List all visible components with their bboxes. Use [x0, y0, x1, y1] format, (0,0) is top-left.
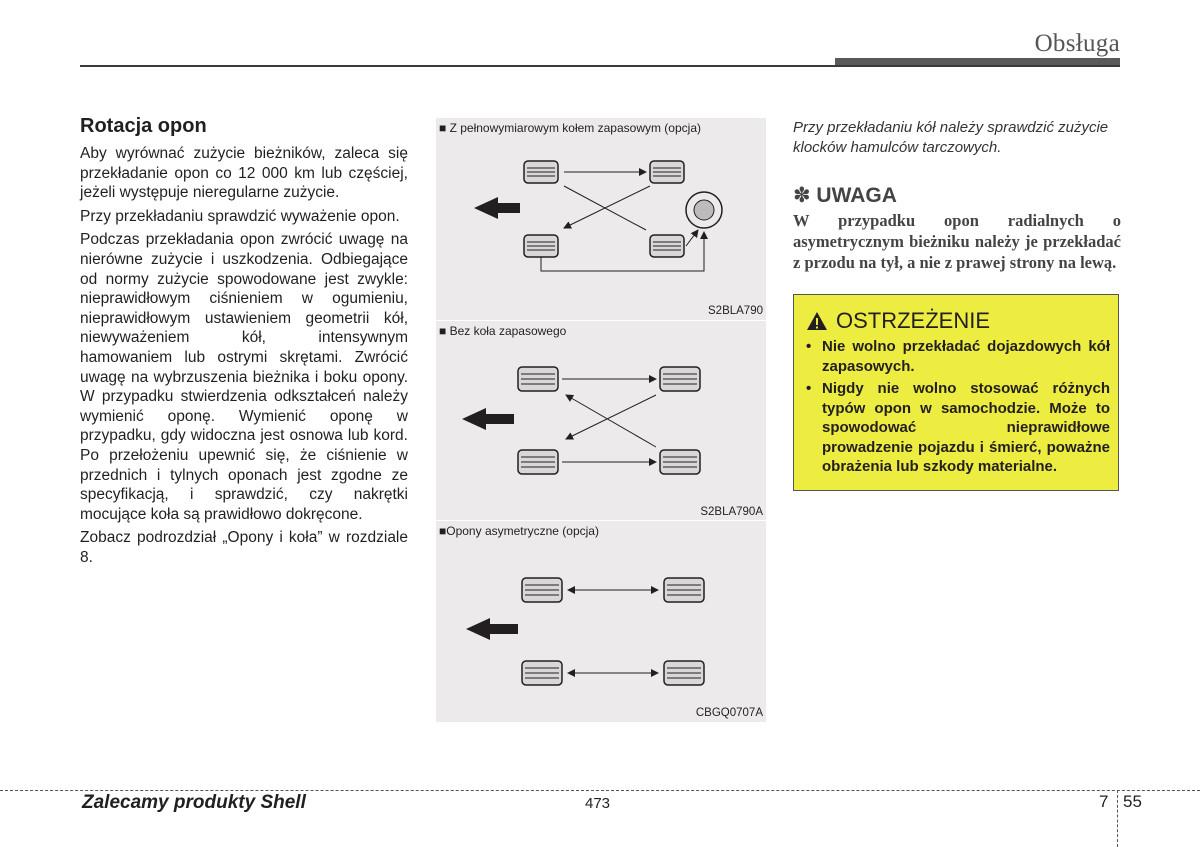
uwaga-text: W przypadku opon radialnych o asymetrycznym bieżniku należy je przekładać z przodu na tył, a nie z prawej strony na lewą.	[793, 211, 1121, 272]
tire-rear-right	[664, 661, 704, 685]
warning-item-text: Nie wolno przekładać dojazdowych kół zapasowych.	[822, 338, 1110, 375]
warning-box	[793, 294, 1119, 491]
footer-shell-text: Zalecamy produkty Shell	[82, 792, 306, 813]
rotation-diagram-asymmetric	[436, 521, 766, 722]
paragraph: Podczas przekładania opon zwrócić uwagę na nierówne zużycie i uszkodzenia. Odbiegające od normy zużycie spowodowane jest zwykle: nieprawidłowym ciśnieniem w ogumieniu, nieprawidłowym ustawieniem geometrii kół, niewyważeniem kół, intensywnym hamowaniem lub ostrymi skrętami. Zwrócić uwagę na wybrzuszenia bieżnika i boku opony. W przypadku stwierdzenia odkształceń należy wymienić oponę. Wymienić oponę w przypadku, gdy widoczna jest osnowa lub kord. Po przełożeniu upewnić się, że ciśnienie w przednich i tylnych oponach jest zgodne ze specyfikacją, i sprawdzić, czy nakrętki mocujące koła są prawidłowo dokręcone.	[80, 231, 408, 523]
header-rule	[80, 65, 1120, 67]
figure-full-size-spare	[436, 118, 766, 320]
rotation-diagram-with-spare	[436, 118, 766, 320]
warning-item-text: Nigdy nie wolno stosować różnych typów opon w samochodzie. Może to spowodować nieprawidłowe prowadzenie pojazdu i śmierć, poważne obrażenia lub szkody materialne.	[822, 380, 1110, 475]
paragraph: Aby wyrównać zużycie bieżników, zaleca się przekładanie opon co 12 000 km lub częściej, jeżeli występuje nieregularne zużycie.	[80, 145, 408, 202]
paragraph: Zobacz podrozdział „Opony i koła” w rozdziale 8.	[80, 529, 408, 566]
rotation-body	[80, 144, 408, 567]
tire-rear-left	[518, 450, 558, 474]
direction-arrow-icon	[474, 197, 520, 219]
tire-front-left	[522, 578, 562, 602]
bullet: •	[806, 380, 812, 397]
bullet: •	[806, 338, 812, 355]
footer-divider	[1117, 790, 1118, 847]
uwaga-title: ✽ UWAGA	[793, 184, 897, 207]
tire-front-right	[664, 578, 704, 602]
warning-triangle-icon	[806, 311, 828, 331]
paragraph: Przy przekładaniu sprawdzić wyważenie opon.	[80, 207, 400, 225]
figure-asymmetric	[436, 520, 766, 722]
tire-front-right	[650, 161, 684, 183]
figure-code: S2BLA790	[708, 305, 763, 317]
figure-code: S2BLA790A	[700, 506, 763, 518]
footer-rule	[0, 790, 1200, 791]
warning-item	[804, 337, 1110, 376]
footer-page-number: 473	[585, 795, 611, 812]
warning-header	[806, 308, 990, 334]
warning-item	[804, 379, 1110, 477]
tire-rear-left	[522, 661, 562, 685]
tire-rear-right	[650, 235, 684, 257]
figure-caption: ■ Bez koła zapasowego	[439, 324, 567, 338]
footer-chapter: 7	[1099, 792, 1109, 811]
tire-front-left	[524, 161, 558, 183]
figure-caption: ■ Z pełnowymiarowym kołem zapasowym (opcja)	[439, 121, 701, 135]
direction-arrow-icon	[466, 618, 518, 640]
figure-code: CBGQ0707A	[695, 707, 763, 719]
rotation-diagram-no-spare	[436, 321, 766, 521]
tire-rear-left	[524, 235, 558, 257]
tire-rear-right	[660, 450, 700, 474]
spare-wheel-icon	[686, 192, 722, 228]
brake-note: Przy przekładaniu kół należy sprawdzić zużycie klocków hamulców tarczowych.	[793, 119, 1109, 156]
figure-caption: ■Opony asymetryczne (opcja)	[439, 524, 599, 538]
direction-arrow-icon	[462, 408, 514, 430]
tire-front-right	[660, 367, 700, 391]
tire-front-left	[518, 367, 558, 391]
warning-title: OSTRZEŻENIE	[836, 308, 991, 333]
footer-subpage: 55	[1123, 792, 1142, 811]
rotation-heading: Rotacja opon	[80, 115, 207, 137]
figure-no-spare	[436, 320, 766, 521]
warning-list	[804, 337, 1110, 480]
section-title: Obsługa	[1034, 30, 1120, 57]
